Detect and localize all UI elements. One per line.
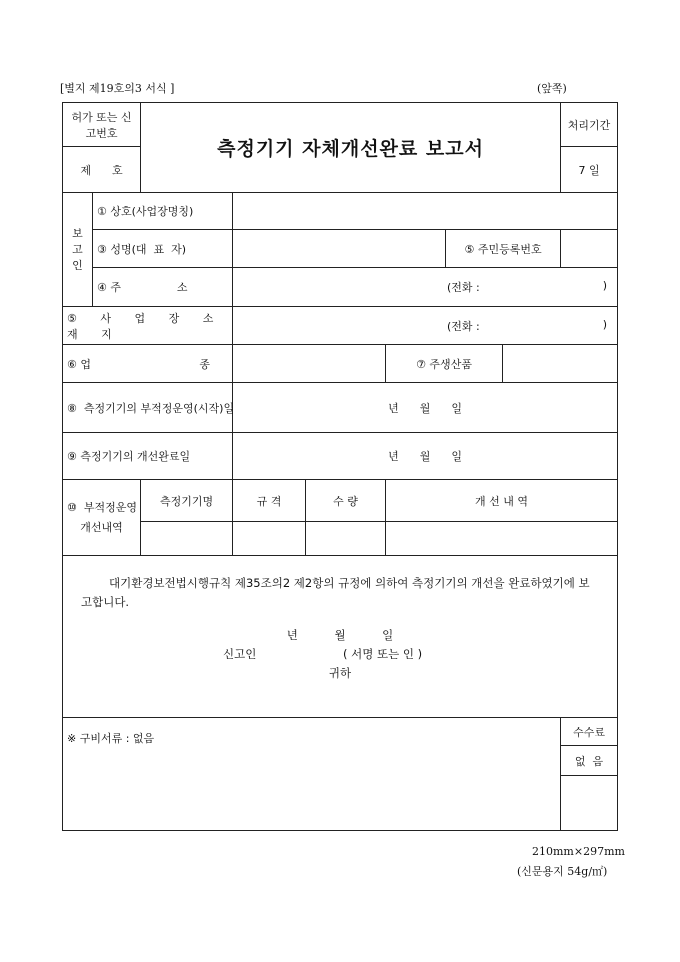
device-name-input[interactable]: [141, 522, 233, 556]
page-side-label: (앞쪽): [537, 82, 567, 95]
site-phone-open: (전화 :: [447, 319, 480, 333]
improvement-detail-input[interactable]: [386, 522, 618, 556]
permit-number-label: 허가 또는 신고번호: [63, 103, 141, 147]
business-type-input[interactable]: [233, 345, 386, 383]
paper-size: 210mm×297mm: [532, 845, 625, 858]
form-reference: [별지 제19호의3 서식 ]: [60, 82, 175, 95]
quantity-input[interactable]: [306, 522, 386, 556]
signature-field[interactable]: ( 서명 또는 인 ): [343, 647, 423, 661]
site-location-input[interactable]: [233, 307, 618, 345]
main-product-input[interactable]: [503, 345, 618, 383]
trade-name-input[interactable]: [233, 193, 618, 230]
trade-name-label: ① 상호(사업장명칭): [93, 193, 233, 230]
col-improvement-detail: 개 선 내 역: [386, 480, 618, 522]
address-label: ④ 주 소: [93, 268, 233, 307]
resident-number-label: ⑤ 주민등록번호: [446, 230, 561, 268]
address-phone-open: (전화 :: [447, 281, 480, 294]
abnormal-operation-date-label: ⑧ 측정기기의 부적정운영(시작)일: [63, 383, 233, 433]
main-product-label: ⑦ 주생산품: [386, 345, 503, 383]
reporter-label: 신고인: [223, 647, 257, 661]
resident-number-input[interactable]: [561, 230, 618, 268]
col-spec: 규 격: [233, 480, 306, 522]
representative-name-label: ③ 성명(대 표 자): [93, 230, 233, 268]
processing-period-value: 7 일: [561, 147, 618, 193]
abnormal-operation-date-input[interactable]: 년 월 일: [233, 383, 618, 433]
statement-block: [63, 556, 618, 718]
address-input[interactable]: [233, 268, 618, 307]
representative-name-input[interactable]: [233, 230, 446, 268]
address-phone-close: ): [602, 279, 608, 292]
processing-period-label: 처리기간: [561, 103, 618, 147]
required-documents: ※ 구비서류 : 없음: [63, 718, 561, 831]
business-type-label: ⑥ 업 종: [63, 345, 233, 383]
permit-number-field[interactable]: 제 호: [63, 147, 141, 193]
statement-text: 대기환경보전법시행규칙 제35조의2 제2항의 규정에 의하여 측정기기의 개선을 완료하였기에 보고합니다.: [81, 576, 590, 609]
fee-label: 수수료: [561, 718, 618, 746]
improvement-complete-date-input[interactable]: 년 월 일: [233, 433, 618, 480]
statement-date[interactable]: 년 월 일: [286, 628, 394, 642]
report-form: [62, 102, 618, 831]
recipient-label: 귀하: [328, 666, 352, 680]
fee-blank: [561, 776, 618, 831]
paper-type: (신문용지 54g/㎡): [517, 865, 608, 878]
site-phone-close: ): [602, 317, 608, 331]
col-quantity: 수 량: [306, 480, 386, 522]
improvement-details-label: ⑩ 부적정운영 개선내역: [63, 480, 141, 556]
site-location-label: ⑤ 사 업 장 소 재 지: [63, 307, 233, 345]
col-device-name: 측정기기명: [141, 480, 233, 522]
reporter-group-label: 보 고 인: [63, 193, 93, 307]
form-title: 측정기기 자체개선완료 보고서: [141, 103, 561, 193]
fee-value: 없 음: [561, 746, 618, 776]
spec-input[interactable]: [233, 522, 306, 556]
improvement-complete-date-label: ⑨ 측정기기의 개선완료일: [63, 433, 233, 480]
